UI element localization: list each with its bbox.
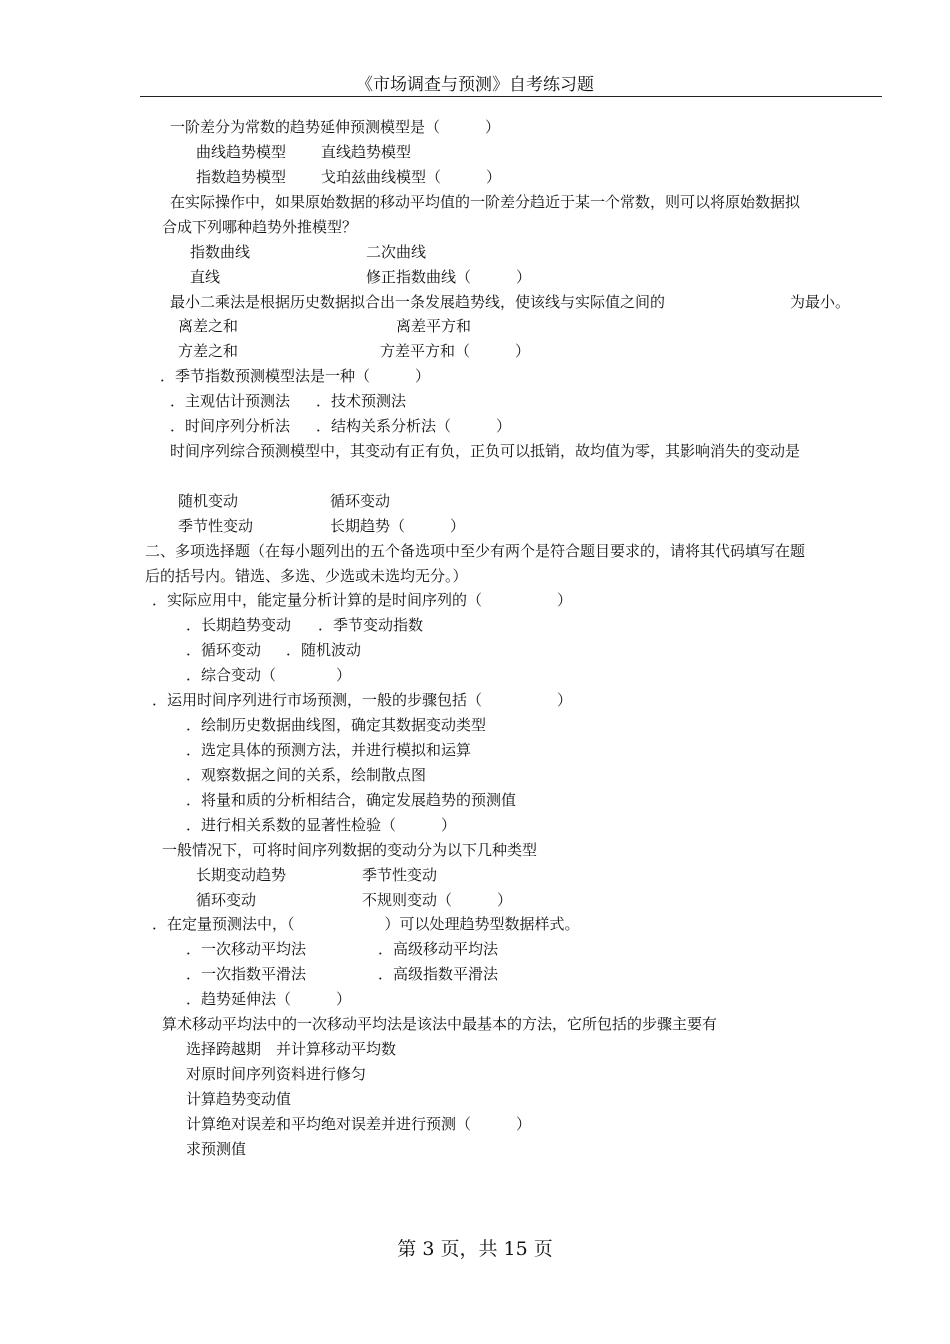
q2-option-b: 二次曲线 xyxy=(366,243,427,261)
m2-option-e: ．进行相关系数的显著性检验（ ） xyxy=(186,816,457,834)
m3-option-c: 循环变动 xyxy=(196,891,257,909)
m1-option-c: ．循环变动 xyxy=(186,641,262,659)
q4-option-b: ．技术预测法 xyxy=(316,392,407,410)
m4-option-a: ．一次移动平均法 xyxy=(186,940,307,958)
q5-option-c: 季节性变动 xyxy=(178,517,254,535)
m4-option-d: ．高级指数平滑法 xyxy=(378,965,499,983)
q4-stem: ．季节指数预测模型法是一种（ ） xyxy=(160,367,431,385)
m5-option-a: 选择跨越期 并计算移动平均数 xyxy=(186,1040,397,1058)
m5-option-d: 计算绝对误差和平均绝对误差并进行预测（ ） xyxy=(186,1115,532,1133)
page-header: 《市场调查与预测》自考练习题 xyxy=(356,75,594,95)
m2-option-d: ．将量和质的分析相结合，确定发展趋势的预测值 xyxy=(186,791,517,809)
section2-heading-line1: 二、多项选择题（在每小题列出的五个备选项中至少有两个是符合题目要求的，请将其代码填写在题 xyxy=(145,542,806,560)
m3-option-d: 不规则变动（ ） xyxy=(362,891,513,909)
q4-option-c: ．时间序列分析法 xyxy=(170,417,291,435)
q3-stem-end: 为最小。 xyxy=(790,293,851,311)
q1-stem: 一阶差分为常数的趋势延伸预测模型是（ ） xyxy=(170,118,501,136)
q5-stem: 时间序列综合预测模型中，其变动有正有负，正负可以抵销，故均值为零，其影响消失的变动是 xyxy=(170,442,801,460)
q3-option-b: 离差平方和 xyxy=(396,317,472,335)
m4-option-c: ．一次指数平滑法 xyxy=(186,965,307,983)
m3-option-b: 季节性变动 xyxy=(362,866,438,884)
q5-option-a: 随机变动 xyxy=(178,492,239,510)
m5-option-e: 求预测值 xyxy=(186,1140,247,1158)
header-rule xyxy=(140,96,882,97)
m4-stem: ．在定量预测法中，（ ）可以处理趋势型数据样式。 xyxy=(152,915,580,933)
m4-option-e: ．趋势延伸法（ ） xyxy=(186,990,352,1008)
m2-option-b: ．选定具体的预测方法，并进行模拟和运算 xyxy=(186,741,472,759)
m3-option-a: 长期变动趋势 xyxy=(196,866,287,884)
q2-option-c: 直线 xyxy=(190,268,221,286)
q2-stem-line2: 合成下列哪种趋势外推模型？ xyxy=(162,218,358,236)
m2-option-a: ．绘制历史数据曲线图，确定其数据变动类型 xyxy=(186,716,487,734)
m3-stem: 一般情况下，可将时间序列数据的变动分为以下几种类型 xyxy=(162,841,538,859)
q4-option-d: ．结构关系分析法（ ） xyxy=(316,417,512,435)
m1-option-a: ．长期趋势变动 xyxy=(186,616,292,634)
q3-option-d: 方差平方和（ ） xyxy=(380,342,531,360)
page-number: 第 3 页，共 15 页 xyxy=(397,1238,553,1260)
q2-option-a: 指数曲线 xyxy=(190,243,251,261)
q1-option-b: 直线趋势模型 xyxy=(321,143,412,161)
m1-option-e: ．综合变动（ ） xyxy=(186,666,352,684)
q3-option-a: 离差之和 xyxy=(178,317,239,335)
q1-option-a: 曲线趋势模型 xyxy=(196,143,287,161)
q1-option-c: 指数趋势模型 xyxy=(196,168,287,186)
m5-stem: 算术移动平均法中的一次移动平均法是该法中最基本的方法，它所包括的步骤主要有 xyxy=(162,1015,718,1033)
m2-option-c: ．观察数据之间的关系，绘制散点图 xyxy=(186,766,427,784)
q5-option-b: 循环变动 xyxy=(330,492,391,510)
q2-stem-line1: 在实际操作中，如果原始数据的移动平均值的一阶差分趋近于某一个常数，则可以将原始数据拟 xyxy=(170,193,801,211)
m1-option-d: ．随机波动 xyxy=(286,641,362,659)
q3-option-c: 方差之和 xyxy=(178,342,239,360)
m1-stem: ．实际应用中，能定量分析计算的是时间序列的（ ） xyxy=(152,591,573,609)
q1-option-d: 戈珀兹曲线模型（ ） xyxy=(321,168,502,186)
m5-option-b: 对原时间序列资料进行修匀 xyxy=(186,1065,367,1083)
m2-stem: ．运用时间序列进行市场预测，一般的步骤包括（ ） xyxy=(152,691,573,709)
m4-option-b: ．高级移动平均法 xyxy=(378,940,499,958)
q4-option-a: ．主观估计预测法 xyxy=(170,392,291,410)
q3-stem: 最小二乘法是根据历史数据拟合出一条发展趋势线，使该线与实际值之间的 xyxy=(170,293,666,311)
m5-option-c: 计算趋势变动值 xyxy=(186,1090,292,1108)
section2-heading-line2: 后的括号内。错选、多选、少选或未选均无分。） xyxy=(145,567,468,585)
m1-option-b: ．季节变动指数 xyxy=(318,616,424,634)
q5-option-d: 长期趋势（ ） xyxy=(330,517,466,535)
q2-option-d: 修正指数曲线（ ） xyxy=(366,268,532,286)
